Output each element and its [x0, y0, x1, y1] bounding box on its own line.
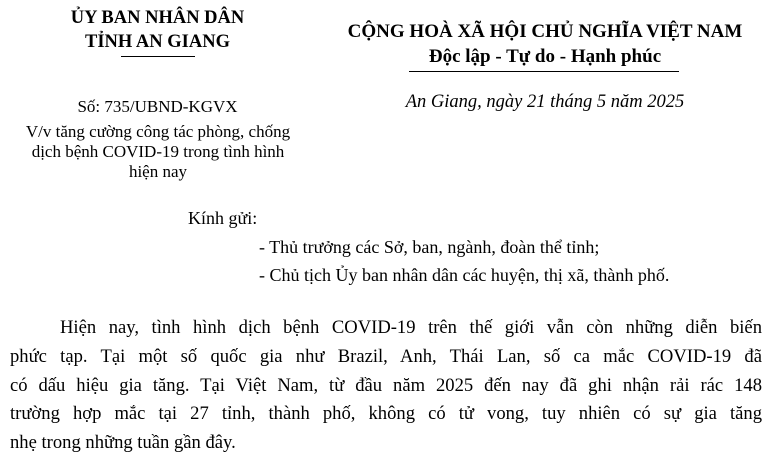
document-number: Số: 735/UBND-KGVX — [77, 97, 238, 116]
recipients-greeting: Kính gửi: — [188, 208, 258, 228]
subject-line: hiện nay — [128, 162, 188, 181]
subject-line: dịch bệnh COVID-19 trong tình hình — [31, 142, 285, 161]
body-line: nhẹ trong những tuần gần đây. — [10, 432, 236, 453]
place-and-date: An Giang, ngày 21 tháng 5 năm 2025 — [405, 92, 685, 112]
issuing-agency: ỦY BAN NHÂN DÂN — [70, 8, 245, 28]
body-line: có dấu hiệu gia tăng. Tại Việt Nam, từ đầu năm 2025 đến nay đã ghi nhận rải rác 148 — [10, 375, 762, 396]
subject-line: V/v tăng cường công tác phòng, chống — [25, 122, 291, 141]
recipient-item: - Thủ trưởng các Sở, ban, ngành, đoàn thể tỉnh; — [259, 237, 600, 257]
recipient-item: - Chủ tịch Ủy ban nhân dân các huyện, thị xã, thành phố. — [259, 265, 670, 285]
national-motto: Độc lập - Tự do - Hạnh phúc — [428, 46, 662, 67]
body-line: trường hợp mắc tại 27 tỉnh, thành phố, không có tử vong, tuy nhiên có sự gia tăng — [10, 403, 762, 424]
agency-underline — [121, 56, 195, 57]
body-line: Hiện nay, tình hình dịch bệnh COVID-19 trên thế giới vẫn còn những diễn biến — [60, 317, 762, 338]
national-title: CỘNG HOÀ XÃ HỘI CHỦ NGHĨA VIỆT NAM — [347, 21, 743, 42]
issuing-province: TỈNH AN GIANG — [85, 32, 230, 52]
motto-underline — [409, 71, 679, 72]
document-subject — [8, 122, 308, 182]
body-line: phức tạp. Tại một số quốc gia như Brazil, Anh, Thái Lan, số ca mắc COVID-19 đã — [10, 346, 762, 367]
